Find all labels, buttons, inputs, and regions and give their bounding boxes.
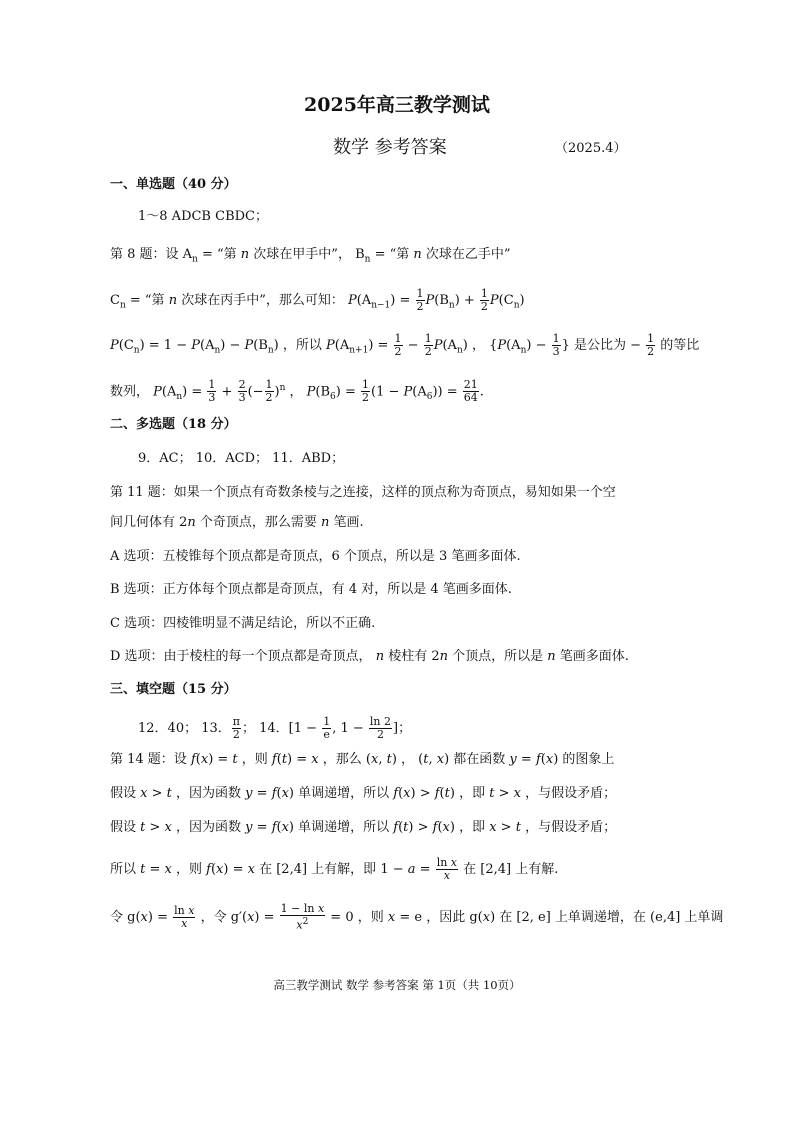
option-d: D 选项：由于棱柱的每一个顶点都是奇顶点， n 棱柱有 2n 个顶点，所以是 n 笔画多面体. [110,649,629,664]
option-a: A 选项：五棱锥每个顶点都是奇顶点，6 个顶点，所以是 3 笔画多面体. [110,549,521,564]
q8-line-3: $P(C_n) = 1 - P(A_n) - P(B_n)$ ，所以 $P(A_{n+1})$ = $\frac{1}{2}$ − $\frac{1}{2}$ $P(A_n)$ ， {$P(A_n)$ − $\frac{1}{3}$ } 是公比为 − $\frac{1}{2}$ 的等比 [110,332,700,358]
q14-line-1: 第 14 题：设 f(x) = t ，则 f(t) = x ，那么 (x, t) ， (t, x) 都在函数 y = f(x) 的图象上 [110,752,615,767]
q11-line-1: 第 11 题：如果一个顶点有奇数条棱与之连接，这样的顶点称为奇顶点，易知如果一个空 [110,485,616,500]
q14-line-5: 令 g(x) = $\frac{\text{ln x}}{x}$ ，令 g′(x) = $\frac{\text{1 − ln x}}{x^2}$ = 0 ，则 x = e ，因此 g(x) 在 [2, e] 上单调递增，在 (e,4] 上单调 [110,902,724,932]
page-footer: 高三教学测试 数学 参考答案 第 1页（共 10页） [273,978,521,992]
single-choice-answers: 1～8 ADCB CBDC； [138,209,268,224]
q14-line-2: 假设 x > t ，因为函数 y = f(x) 单调递增，所以 f(x) > f(t) ，即 t > x ，与假设矛盾； [110,786,617,801]
q8-line-2: $C_n$ = “第 n 次球在丙手中”，那么可知： $P(A_{n-1})$ = $\frac{1}{2}$ $P(B_n)$ + $\frac{1}{2}$ $P(C_n)$ [110,287,525,313]
page-subtitle: 数学 参考答案 [333,137,447,158]
option-b: B 选项：正方体每个顶点都是奇顶点，有 4 对，所以是 4 笔画多面体. [110,582,512,597]
q14-line-4: 所以 t = x ，则 f(x) = x 在 [2,4] 上有解，即 1 − a = $\frac{\text{ln x}}{x}$ 在 [2,4] 上有解. [110,856,559,882]
section-heading-multi-choice: 二、多选题（18 分） [110,417,237,432]
page-title: 2025年高三教学测试 [304,94,490,116]
section-heading-fill-blank: 三、填空题（15 分） [110,682,237,697]
section-heading-single-choice: 一、单选题（40 分） [110,177,237,192]
q14-line-3: 假设 t > x ，因为函数 y = f(x) 单调递增，所以 f(t) > f(x) ，即 x > t ，与假设矛盾； [110,820,617,835]
exam-date: （2025.4） [555,141,627,156]
multi-choice-answers: 9．AC； 10．ACD； 11．ABD； [138,451,345,466]
q8-line-4: 数列， $P(A_n)$ = $\frac{1}{3}$ + $\frac{2}{3}$ (− $\frac{1}{2}$ )$^n$ ， $P(B_6)$ = $\frac{1}{2}$ $(1 - P(A_6))$ = $\frac{21}{64}$ . [110,378,484,405]
q8-line-1: 第 8 题：设 $A_n$ = “第 n 次球在甲手中”， $B_n$ = “第 n 次球在乙手中” [110,247,511,265]
option-c: C 选项：四棱锥明显不满足结论，所以不正确. [110,616,376,631]
fill-blank-answers: 12．40； 13． $\frac{\pi}{2}$ ； 14．[1 − $\frac{1}{e}$ , 1 − $\frac{\ln 2}{2}$ ]； [138,715,412,741]
q11-line-2: 间几何体有 2n 个奇顶点，那么需要 n 笔画. [110,515,364,530]
